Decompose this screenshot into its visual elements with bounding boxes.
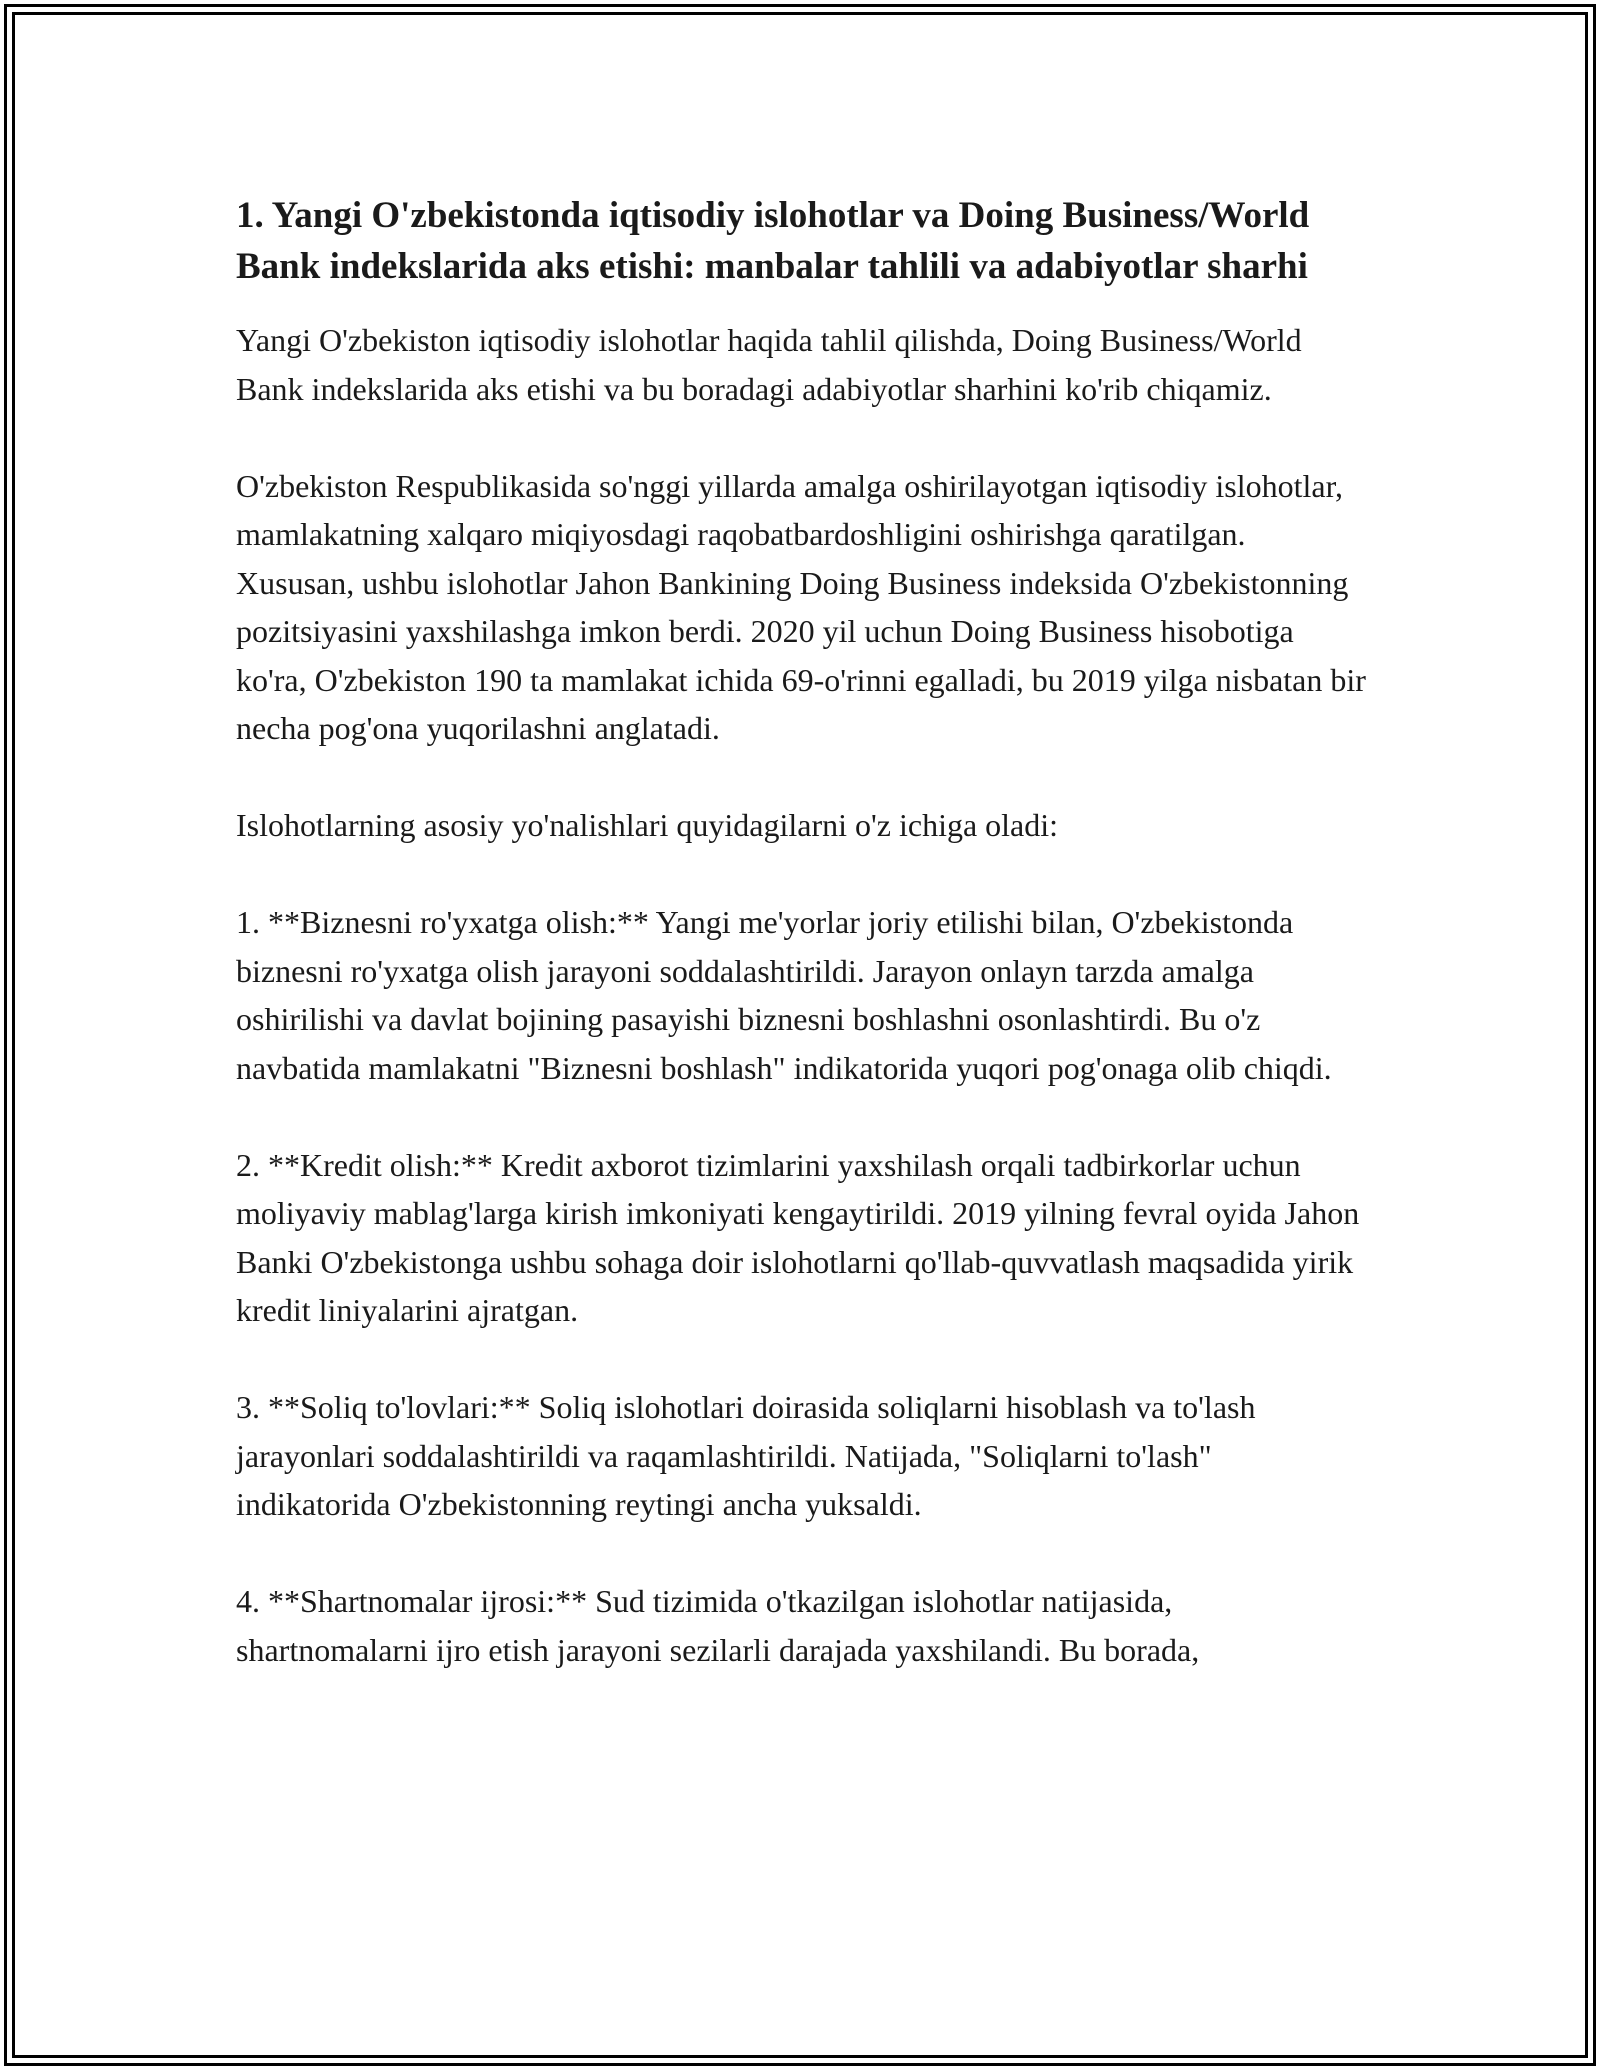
list-item-enforcing-contracts: 4. **Shartnomalar ijrosi:** Sud tizimida o'tkazilgan islohotlar natijasida, shartnomalarni ijro etish jarayoni sezilarli darajada yaxshilandi. Bu borada, xyxy=(236,1583,1200,1668)
list-intro-paragraph: Islohotlarning asosiy yo'nalishlari quyidagilarni o'z ichiga oladi: xyxy=(236,807,1059,843)
list-item-getting-credit: 2. **Kredit olish:** Kredit axborot tizimlarini yaxshilash orqali tadbirkorlar uchun moliyaviy mablag'larga kirish imkoniyati kengaytirildi. 2019 yilning fevral oyida Jahon Banki O'zbekistonga ushbu sohaga doir islohotlarni qo'llab-quvvatlash maqsadida yirik kredit liniyalarini ajratgan. xyxy=(236,1146,1360,1328)
list-item-business-registration: 1. **Biznesni ro'yxatga olish:** Yangi me'yorlar joriy etilishi bilan, O'zbekistonda biznesni ro'yxatga olish jarayoni soddalashtirildi. Jarayon onlayn tarzda amalga oshirilishi va davlat bojining pasayishi biznesni boshlashni osonlashtirdi. Bu o'z navbatida mamlakatni "Biznesni boshlash" indikatorida yuqori pog'onaga olib chiqdi. xyxy=(236,904,1332,1086)
context-paragraph: O'zbekiston Respublikasida so'nggi yillarda amalga oshirilayotgan iqtisodiy islohotlar, mamlakatning xalqaro miqiyosdagi raqobatbardoshligini oshirishga qaratilgan. Xususan, ushbu islohotlar Jahon Bankining Doing Business indeksida O'zbekistonning pozitsiyasini yaxshilashga imkon berdi. 2020 yil uchun Doing Business hisobotiga ko'ra, O'zbekiston 190 ta mamlakat ichida 69-o'rinni egalladi, bu 2019 yilga nisbatan bir necha pog'ona yuqorilashni anglatadi. xyxy=(236,467,1366,746)
document-body xyxy=(236,190,1366,1723)
list-item-paying-taxes: 3. **Soliq to'lovlari:** Soliq islohotlari doirasida soliqlarni hisoblash va to'lash jarayonlari soddalashtirildi va raqamlashtirildi. Natijada, "Soliqlarni to'lash" indikatorida O'zbekistonning reytingi ancha yuksaldi. xyxy=(236,1389,1256,1522)
document-title: 1. Yangi O'zbekistonda iqtisodiy islohotlar va Doing Business/World Bank indekslarida aks etishi: manbalar tahlili va adabiyotlar sharhi xyxy=(236,195,1310,287)
intro-paragraph: Yangi O'zbekiston iqtisodiy islohotlar haqida tahlil qilishda, Doing Business/World Bank indekslarida aks etishi va bu boradagi adabiyotlar sharhini ko'rib chiqamiz. xyxy=(236,322,1302,407)
